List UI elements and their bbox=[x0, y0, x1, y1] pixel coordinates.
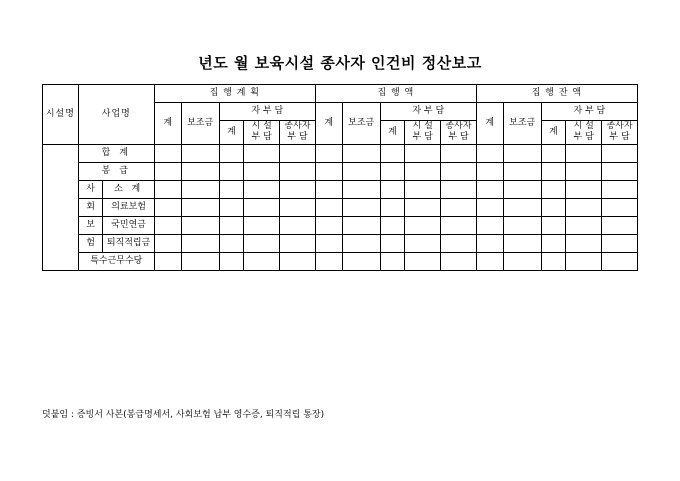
cell[interactable] bbox=[602, 180, 638, 198]
cell[interactable] bbox=[181, 198, 219, 216]
cell[interactable] bbox=[602, 252, 638, 270]
facility-name-cell[interactable] bbox=[43, 144, 79, 270]
cell[interactable] bbox=[244, 252, 280, 270]
cell[interactable] bbox=[380, 198, 405, 216]
cell[interactable] bbox=[503, 162, 541, 180]
cell[interactable] bbox=[566, 180, 602, 198]
cell[interactable] bbox=[342, 198, 380, 216]
cell[interactable] bbox=[602, 234, 638, 252]
cell[interactable] bbox=[476, 162, 503, 180]
header-facility: 시설명 bbox=[43, 85, 79, 145]
header-plan-subsidy: 보조금 bbox=[181, 103, 219, 145]
header-group-plan: 집 행 계 획 bbox=[154, 85, 315, 103]
table-row bbox=[43, 180, 638, 198]
cell[interactable] bbox=[219, 180, 244, 198]
cell[interactable] bbox=[280, 162, 316, 180]
header-exec-total: 계 bbox=[315, 103, 342, 145]
cell[interactable] bbox=[219, 252, 244, 270]
cell[interactable] bbox=[219, 144, 244, 162]
cell[interactable] bbox=[476, 144, 503, 162]
cell[interactable] bbox=[405, 234, 441, 252]
cell[interactable] bbox=[441, 252, 477, 270]
cell[interactable] bbox=[315, 144, 342, 162]
header-plan-self-worker: 종사자 부 담 bbox=[280, 121, 316, 145]
cell[interactable] bbox=[154, 162, 181, 180]
cell[interactable] bbox=[602, 144, 638, 162]
cell[interactable] bbox=[503, 144, 541, 162]
cell[interactable] bbox=[244, 198, 280, 216]
cell[interactable] bbox=[154, 216, 181, 234]
table-row bbox=[43, 252, 638, 270]
cell[interactable] bbox=[566, 216, 602, 234]
group-label-social-4: 험 bbox=[78, 234, 103, 252]
cell[interactable] bbox=[405, 216, 441, 234]
cell[interactable] bbox=[541, 144, 566, 162]
cell[interactable] bbox=[566, 144, 602, 162]
cell[interactable] bbox=[280, 198, 316, 216]
cell[interactable] bbox=[441, 216, 477, 234]
cell[interactable] bbox=[244, 216, 280, 234]
cell[interactable] bbox=[181, 180, 219, 198]
cell[interactable] bbox=[476, 234, 503, 252]
cell[interactable] bbox=[441, 162, 477, 180]
header-bal-total: 계 bbox=[476, 103, 503, 145]
header-bal-self: 자 부 담 bbox=[541, 103, 637, 121]
attachment-note: 덧붙임 : 증빙서 사본(봉급명세서, 사회보험 납부 영수증, 퇴직적립 통장) bbox=[42, 410, 325, 420]
header-bal-self-worker: 종사자 부 담 bbox=[602, 121, 638, 145]
cell[interactable] bbox=[154, 180, 181, 198]
cell[interactable] bbox=[315, 162, 342, 180]
cell[interactable] bbox=[154, 144, 181, 162]
cell[interactable] bbox=[380, 252, 405, 270]
row-label-salary: 봉 급 bbox=[78, 162, 154, 180]
cell[interactable] bbox=[380, 144, 405, 162]
header-plan-self-total: 계 bbox=[219, 121, 244, 145]
cell[interactable] bbox=[280, 252, 316, 270]
cell[interactable] bbox=[342, 144, 380, 162]
cell[interactable] bbox=[602, 216, 638, 234]
cell[interactable] bbox=[280, 216, 316, 234]
cell[interactable] bbox=[244, 234, 280, 252]
cell[interactable] bbox=[476, 216, 503, 234]
cell[interactable] bbox=[566, 252, 602, 270]
cell[interactable] bbox=[244, 162, 280, 180]
header-business: 사업명 bbox=[78, 85, 154, 145]
cell[interactable] bbox=[280, 234, 316, 252]
cell[interactable] bbox=[315, 216, 342, 234]
cell[interactable] bbox=[503, 216, 541, 234]
cell[interactable] bbox=[244, 180, 280, 198]
cell[interactable] bbox=[154, 198, 181, 216]
cell[interactable] bbox=[380, 162, 405, 180]
cell[interactable] bbox=[315, 252, 342, 270]
row-label-medical-insurance: 의료보험 bbox=[103, 198, 154, 216]
cell[interactable] bbox=[602, 198, 638, 216]
header-bal-subsidy: 보조금 bbox=[503, 103, 541, 145]
cell[interactable] bbox=[541, 162, 566, 180]
cell[interactable] bbox=[181, 234, 219, 252]
header-plan-self: 자 부 담 bbox=[219, 103, 315, 121]
header-bal-self-total: 계 bbox=[541, 121, 566, 145]
header-bal-self-facility: 시 설 부 담 bbox=[566, 121, 602, 145]
table-row bbox=[43, 144, 638, 162]
cell[interactable] bbox=[315, 198, 342, 216]
header-plan-total: 계 bbox=[154, 103, 181, 145]
cell[interactable] bbox=[219, 198, 244, 216]
table-row bbox=[43, 162, 638, 180]
cell[interactable] bbox=[280, 144, 316, 162]
cell[interactable] bbox=[380, 234, 405, 252]
cell[interactable] bbox=[342, 252, 380, 270]
cell[interactable] bbox=[441, 144, 477, 162]
cell[interactable] bbox=[405, 144, 441, 162]
group-label-social-2: 회 bbox=[78, 198, 103, 216]
cell[interactable] bbox=[405, 162, 441, 180]
cell[interactable] bbox=[441, 234, 477, 252]
cell[interactable] bbox=[181, 144, 219, 162]
header-row-1 bbox=[43, 85, 638, 103]
cell[interactable] bbox=[219, 162, 244, 180]
cell[interactable] bbox=[441, 198, 477, 216]
cell[interactable] bbox=[181, 162, 219, 180]
cell[interactable] bbox=[566, 234, 602, 252]
cell[interactable] bbox=[441, 180, 477, 198]
page-title: 년도 월 보육시설 종사자 인건비 정산보고 bbox=[198, 54, 482, 72]
cell[interactable] bbox=[566, 198, 602, 216]
header-exec-self: 자 부 담 bbox=[380, 103, 476, 121]
header-group-balance: 집 행 잔 액 bbox=[476, 85, 637, 103]
cell[interactable] bbox=[181, 216, 219, 234]
cell[interactable] bbox=[602, 162, 638, 180]
cell[interactable] bbox=[503, 252, 541, 270]
settlement-report-table bbox=[42, 84, 638, 271]
cell[interactable] bbox=[405, 180, 441, 198]
cell[interactable] bbox=[476, 198, 503, 216]
row-label-total: 합 계 bbox=[78, 144, 154, 162]
cell[interactable] bbox=[280, 180, 316, 198]
cell[interactable] bbox=[380, 180, 405, 198]
row-label-special-duty-allowance: 특수근무수당 bbox=[78, 252, 154, 270]
cell[interactable] bbox=[219, 234, 244, 252]
cell[interactable] bbox=[503, 180, 541, 198]
header-group-executed: 집 행 액 bbox=[315, 85, 476, 103]
cell[interactable] bbox=[154, 234, 181, 252]
cell[interactable] bbox=[541, 198, 566, 216]
header-exec-subsidy: 보조금 bbox=[342, 103, 380, 145]
cell[interactable] bbox=[154, 252, 181, 270]
cell[interactable] bbox=[342, 234, 380, 252]
cell[interactable] bbox=[342, 180, 380, 198]
cell[interactable] bbox=[541, 216, 566, 234]
table-row bbox=[43, 216, 638, 234]
cell[interactable] bbox=[380, 216, 405, 234]
row-label-national-pension: 국민연금 bbox=[103, 216, 154, 234]
cell[interactable] bbox=[503, 198, 541, 216]
cell[interactable] bbox=[541, 252, 566, 270]
row-label-subtotal: 소 계 bbox=[103, 180, 154, 198]
cell[interactable] bbox=[541, 180, 566, 198]
cell[interactable] bbox=[503, 234, 541, 252]
group-label-social-3: 보 bbox=[78, 216, 103, 234]
cell[interactable] bbox=[342, 162, 380, 180]
cell[interactable] bbox=[476, 252, 503, 270]
row-label-retirement-fund: 퇴직적립금 bbox=[103, 234, 154, 252]
cell[interactable] bbox=[244, 144, 280, 162]
header-exec-self-total: 계 bbox=[380, 121, 405, 145]
cell[interactable] bbox=[219, 216, 244, 234]
cell[interactable] bbox=[405, 198, 441, 216]
cell[interactable] bbox=[315, 234, 342, 252]
table-row bbox=[43, 198, 638, 216]
header-exec-self-facility: 시 설 부 담 bbox=[405, 121, 441, 145]
cell[interactable] bbox=[405, 252, 441, 270]
cell[interactable] bbox=[342, 216, 380, 234]
table-row bbox=[43, 234, 638, 252]
group-label-social-1: 사 bbox=[78, 180, 103, 198]
header-exec-self-worker: 종사자 부 담 bbox=[441, 121, 477, 145]
cell[interactable] bbox=[181, 252, 219, 270]
cell[interactable] bbox=[476, 180, 503, 198]
cell[interactable] bbox=[315, 180, 342, 198]
header-plan-self-facility: 시 설 부 담 bbox=[244, 121, 280, 145]
cell[interactable] bbox=[541, 234, 566, 252]
cell[interactable] bbox=[566, 162, 602, 180]
